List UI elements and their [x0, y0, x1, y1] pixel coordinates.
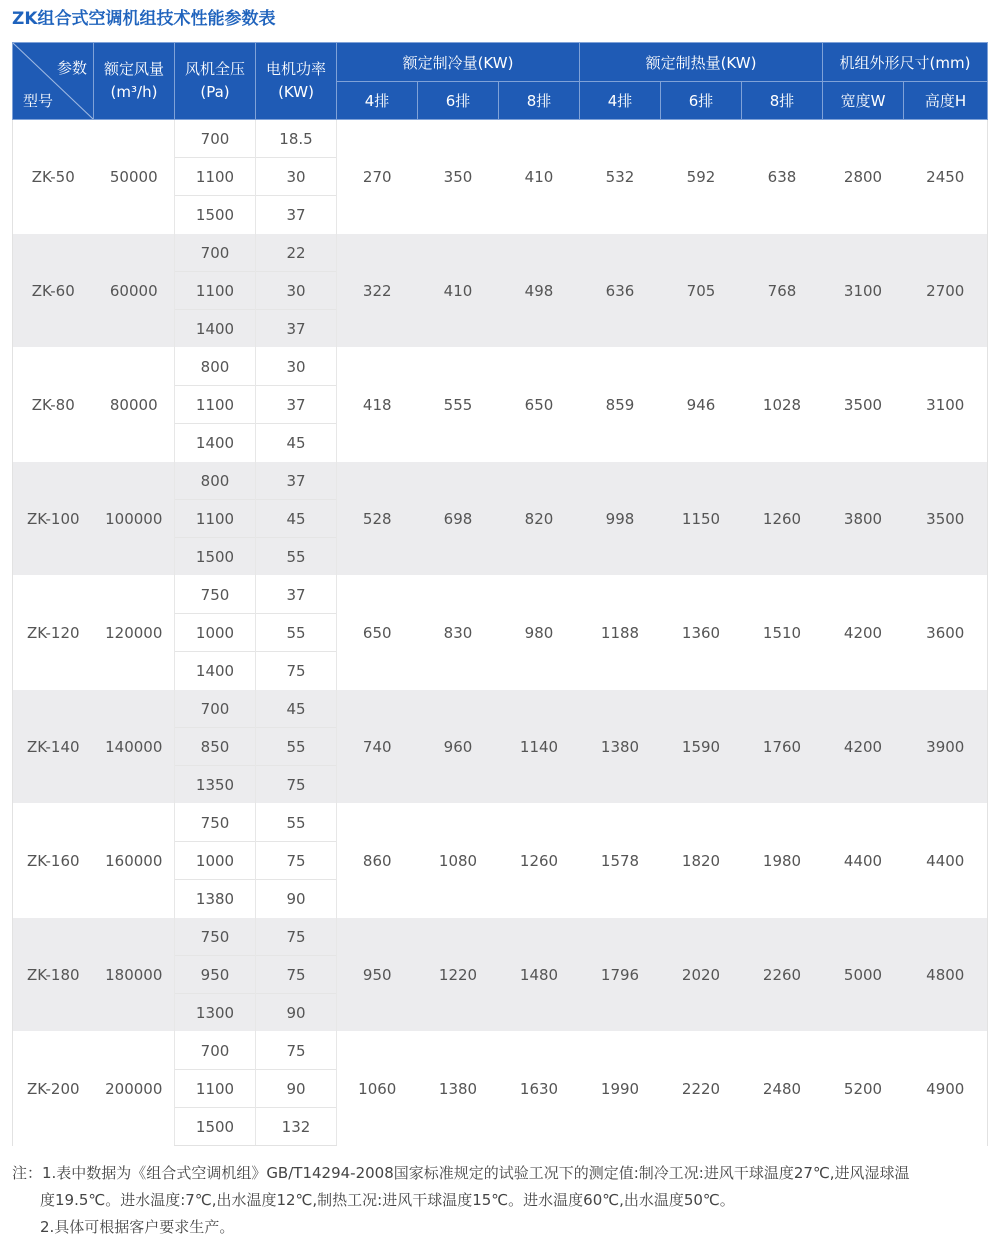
cooling-6rows-cell: 1380: [418, 1032, 499, 1146]
header-cooling: 额定制冷量(KW): [337, 43, 580, 82]
airflow-cell: 50000: [94, 120, 175, 234]
fan-pressure-cell: 700: [175, 234, 256, 272]
fan-pressure-cell: 1500: [175, 1108, 256, 1146]
motor-power-cell: 75: [256, 652, 337, 690]
header-dimensions: 机组外形尺寸(mm): [823, 43, 988, 82]
height-cell: 4900: [904, 1032, 988, 1146]
header-pressure-unit: (Pa): [200, 83, 230, 101]
motor-power-cell: 55: [256, 614, 337, 652]
cooling-8rows-cell: 1260: [499, 804, 580, 918]
width-cell: 4200: [823, 576, 904, 690]
heating-4rows-cell: 636: [580, 234, 661, 348]
fan-pressure-cell: 1400: [175, 652, 256, 690]
width-cell: 3500: [823, 348, 904, 462]
table-row: [13, 348, 988, 386]
cooling-4rows-cell: 650: [337, 576, 418, 690]
header-cooling-6rows: 6排: [418, 82, 499, 120]
header-heating-6rows: 6排: [661, 82, 742, 120]
heating-8rows-cell: 1028: [742, 348, 823, 462]
heating-6rows-cell: 946: [661, 348, 742, 462]
cooling-8rows-cell: 410: [499, 120, 580, 234]
cooling-4rows-cell: 740: [337, 690, 418, 804]
header-power-unit: (KW): [278, 83, 314, 101]
motor-power-cell: 37: [256, 196, 337, 234]
cooling-4rows-cell: 860: [337, 804, 418, 918]
cooling-8rows-cell: 1140: [499, 690, 580, 804]
table-row: [13, 918, 988, 956]
model-cell: ZK-80: [13, 348, 94, 462]
table-row: [13, 576, 988, 614]
header-power-label: 电机功率: [265, 60, 326, 78]
fan-pressure-cell: 700: [175, 120, 256, 158]
height-cell: 2450: [904, 120, 988, 234]
height-cell: 4800: [904, 918, 988, 1032]
motor-power-cell: 55: [256, 728, 337, 766]
fan-pressure-cell: 700: [175, 690, 256, 728]
motor-power-cell: 30: [256, 272, 337, 310]
airflow-cell: 200000: [94, 1032, 175, 1146]
fan-pressure-cell: 1380: [175, 880, 256, 918]
fan-pressure-cell: 750: [175, 918, 256, 956]
width-cell: 3800: [823, 462, 904, 576]
fan-pressure-cell: 1500: [175, 538, 256, 576]
airflow-cell: 80000: [94, 348, 175, 462]
heating-6rows-cell: 2220: [661, 1032, 742, 1146]
cooling-8rows-cell: 1630: [499, 1032, 580, 1146]
header-width: 宽度W: [823, 82, 904, 120]
motor-power-cell: 37: [256, 462, 337, 500]
cooling-8rows-cell: 650: [499, 348, 580, 462]
fan-pressure-cell: 800: [175, 348, 256, 386]
model-cell: ZK-140: [13, 690, 94, 804]
table-row: [13, 690, 988, 728]
fan-pressure-cell: 1100: [175, 500, 256, 538]
header-airflow-unit: (m³/h): [110, 83, 158, 101]
header-heating: 额定制热量(KW): [580, 43, 823, 82]
heating-8rows-cell: 1510: [742, 576, 823, 690]
header-heating-8rows: 8排: [742, 82, 823, 120]
fan-pressure-cell: 1400: [175, 424, 256, 462]
height-cell: 2700: [904, 234, 988, 348]
motor-power-cell: 90: [256, 994, 337, 1032]
fan-pressure-cell: 1100: [175, 158, 256, 196]
cooling-4rows-cell: 528: [337, 462, 418, 576]
motor-power-cell: 22: [256, 234, 337, 272]
fan-pressure-cell: 1300: [175, 994, 256, 1032]
motor-power-cell: 37: [256, 386, 337, 424]
heating-4rows-cell: 532: [580, 120, 661, 234]
heating-8rows-cell: 638: [742, 120, 823, 234]
cooling-4rows-cell: 950: [337, 918, 418, 1032]
motor-power-cell: 75: [256, 766, 337, 804]
header-pressure-label: 风机全压: [184, 60, 245, 78]
cooling-8rows-cell: 498: [499, 234, 580, 348]
cooling-6rows-cell: 410: [418, 234, 499, 348]
fan-pressure-cell: 750: [175, 804, 256, 842]
cooling-6rows-cell: 350: [418, 120, 499, 234]
heating-8rows-cell: 2260: [742, 918, 823, 1032]
width-cell: 3100: [823, 234, 904, 348]
fan-pressure-cell: 1100: [175, 1070, 256, 1108]
header-height: 高度H: [904, 82, 988, 120]
heating-6rows-cell: 705: [661, 234, 742, 348]
fan-pressure-cell: 750: [175, 576, 256, 614]
cooling-6rows-cell: 960: [418, 690, 499, 804]
heating-4rows-cell: 859: [580, 348, 661, 462]
table-row: [13, 120, 988, 158]
heating-6rows-cell: 1590: [661, 690, 742, 804]
table-body: [13, 120, 988, 1146]
motor-power-cell: 45: [256, 500, 337, 538]
header-param: 参数: [56, 59, 87, 77]
airflow-cell: 180000: [94, 918, 175, 1032]
height-cell: 4400: [904, 804, 988, 918]
footnote: [12, 1160, 992, 1241]
footnote-line-1: 注：1.表中数据为《组合式空调机组》GB/T14294-2008国家标准规定的试验工况下的测定值:制冷工况:进风干球温度27℃,进风湿球温: [12, 1164, 910, 1182]
motor-power-cell: 90: [256, 1070, 337, 1108]
fan-pressure-cell: 800: [175, 462, 256, 500]
fan-pressure-cell: 1100: [175, 386, 256, 424]
page-title: ZK组合式空调机组技术性能参数表: [12, 9, 276, 29]
cooling-6rows-cell: 1220: [418, 918, 499, 1032]
fan-pressure-cell: 1100: [175, 272, 256, 310]
table-row: [13, 804, 988, 842]
airflow-cell: 120000: [94, 576, 175, 690]
motor-power-cell: 75: [256, 918, 337, 956]
motor-power-cell: 55: [256, 804, 337, 842]
header-diagonal-cell: [13, 43, 94, 120]
heating-4rows-cell: 998: [580, 462, 661, 576]
spec-table: [12, 42, 988, 1146]
heating-4rows-cell: 1188: [580, 576, 661, 690]
cooling-6rows-cell: 1080: [418, 804, 499, 918]
header-cooling-8rows: 8排: [499, 82, 580, 120]
header-cooling-4rows: 4排: [337, 82, 418, 120]
motor-power-cell: 75: [256, 1032, 337, 1070]
width-cell: 4400: [823, 804, 904, 918]
header-pressure: [175, 43, 256, 120]
width-cell: 5200: [823, 1032, 904, 1146]
heating-8rows-cell: 1260: [742, 462, 823, 576]
motor-power-cell: 75: [256, 956, 337, 994]
cooling-4rows-cell: 270: [337, 120, 418, 234]
heating-6rows-cell: 2020: [661, 918, 742, 1032]
fan-pressure-cell: 950: [175, 956, 256, 994]
heating-8rows-cell: 1980: [742, 804, 823, 918]
width-cell: 2800: [823, 120, 904, 234]
fan-pressure-cell: 1000: [175, 614, 256, 652]
fan-pressure-cell: 1500: [175, 196, 256, 234]
cooling-8rows-cell: 820: [499, 462, 580, 576]
heating-6rows-cell: 1360: [661, 576, 742, 690]
airflow-cell: 60000: [94, 234, 175, 348]
height-cell: 3500: [904, 462, 988, 576]
airflow-cell: 140000: [94, 690, 175, 804]
motor-power-cell: 132: [256, 1108, 337, 1146]
model-cell: ZK-120: [13, 576, 94, 690]
heating-4rows-cell: 1796: [580, 918, 661, 1032]
motor-power-cell: 45: [256, 424, 337, 462]
heating-6rows-cell: 1820: [661, 804, 742, 918]
width-cell: 5000: [823, 918, 904, 1032]
header-model: 型号: [23, 92, 54, 110]
fan-pressure-cell: 700: [175, 1032, 256, 1070]
motor-power-cell: 18.5: [256, 120, 337, 158]
cooling-4rows-cell: 322: [337, 234, 418, 348]
table-row: [13, 1032, 988, 1070]
height-cell: 3100: [904, 348, 988, 462]
cooling-6rows-cell: 830: [418, 576, 499, 690]
fan-pressure-cell: 1350: [175, 766, 256, 804]
motor-power-cell: 37: [256, 576, 337, 614]
footnote-line-3: 2.具体可根据客户要求生产。: [40, 1218, 235, 1236]
table-row: [13, 234, 988, 272]
header-power: [256, 43, 337, 120]
heating-4rows-cell: 1990: [580, 1032, 661, 1146]
cooling-6rows-cell: 698: [418, 462, 499, 576]
heating-8rows-cell: 768: [742, 234, 823, 348]
motor-power-cell: 45: [256, 690, 337, 728]
cooling-4rows-cell: 1060: [337, 1032, 418, 1146]
model-cell: ZK-180: [13, 918, 94, 1032]
motor-power-cell: 30: [256, 158, 337, 196]
height-cell: 3600: [904, 576, 988, 690]
header-airflow-label: 额定风量: [103, 60, 164, 78]
cooling-8rows-cell: 1480: [499, 918, 580, 1032]
heating-4rows-cell: 1578: [580, 804, 661, 918]
header-heating-4rows: 4排: [580, 82, 661, 120]
heating-4rows-cell: 1380: [580, 690, 661, 804]
motor-power-cell: 30: [256, 348, 337, 386]
width-cell: 4200: [823, 690, 904, 804]
height-cell: 3900: [904, 690, 988, 804]
model-cell: ZK-100: [13, 462, 94, 576]
fan-pressure-cell: 1400: [175, 310, 256, 348]
model-cell: ZK-160: [13, 804, 94, 918]
motor-power-cell: 55: [256, 538, 337, 576]
motor-power-cell: 37: [256, 310, 337, 348]
cooling-4rows-cell: 418: [337, 348, 418, 462]
cooling-6rows-cell: 555: [418, 348, 499, 462]
airflow-cell: 160000: [94, 804, 175, 918]
cooling-8rows-cell: 980: [499, 576, 580, 690]
table-row: [13, 462, 988, 500]
header-airflow: [94, 43, 175, 120]
footnote-line-2: 度19.5℃。进水温度:7℃,出水温度12℃,制热工况:进风干球温度15℃。进水温度60℃,出水温度50℃。: [40, 1191, 735, 1209]
model-cell: ZK-200: [13, 1032, 94, 1146]
motor-power-cell: 90: [256, 880, 337, 918]
table-header: [13, 43, 988, 120]
fan-pressure-cell: 850: [175, 728, 256, 766]
heating-6rows-cell: 592: [661, 120, 742, 234]
motor-power-cell: 75: [256, 842, 337, 880]
airflow-cell: 100000: [94, 462, 175, 576]
heating-8rows-cell: 2480: [742, 1032, 823, 1146]
fan-pressure-cell: 1000: [175, 842, 256, 880]
model-cell: ZK-60: [13, 234, 94, 348]
model-cell: ZK-50: [13, 120, 94, 234]
heating-6rows-cell: 1150: [661, 462, 742, 576]
heating-8rows-cell: 1760: [742, 690, 823, 804]
